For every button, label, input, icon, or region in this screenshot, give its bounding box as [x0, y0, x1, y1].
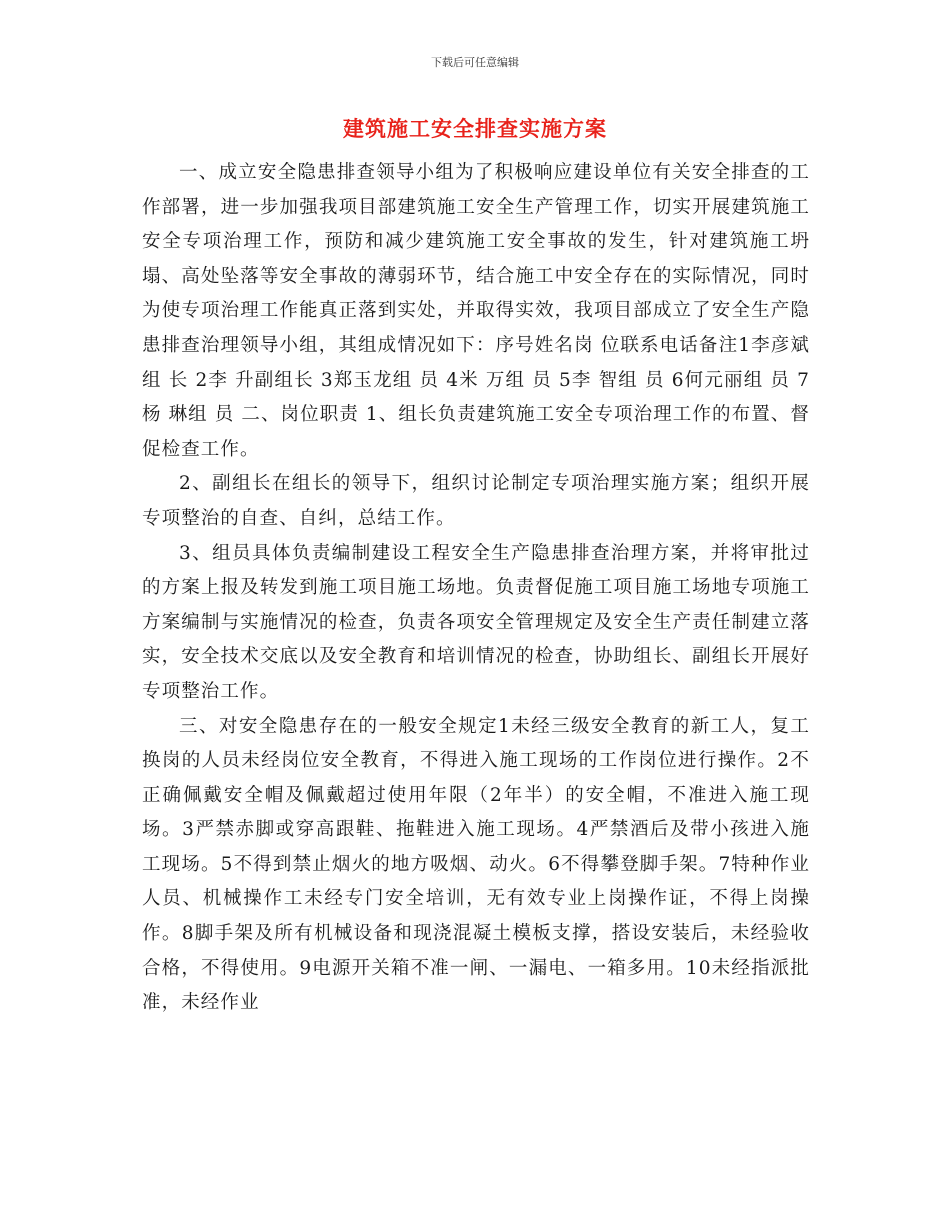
document-title: 建筑施工安全排查实施方案: [343, 117, 607, 141]
paragraph-2: 2、副组长在组长的领导下，组织讨论制定专项治理实施方案；组织开展专项整治的自查、自纠，总结工作。: [142, 473, 810, 529]
document-body: [142, 156, 810, 1021]
header-note: 下载后可任意编辑: [431, 56, 519, 69]
paragraph-1: 一、成立安全隐患排查领导小组为了积极响应建设单位有关安全排查的工作部署，进一步加强我项目部建筑施工安全生产管理工作，切实开展建筑施工安全专项治理工作，预防和减少建筑施工安全事故的发生，针对建筑施工坍塌、高处坠落等安全事故的薄弱环节，结合施工中安全存在的实际情况，同时为使专项治理工作能真正落到实处，并取得实效，我项目部成立了安全生产隐患排查治理领导小组，其组成情况如下：序号姓名岗 位联系电话备注1李彦斌组 长 2李 升副组长 3郑玉龙组 员 4米 万组 员 5李 智组 员 6何元丽组 员 7杨 琳组 员 二、岗位职责 1、组长负责建筑施工安全专项治理工作的布置、督促检查工作。: [142, 162, 810, 460]
paragraph-4: 三、对安全隐患存在的一般安全规定1未经三级安全教育的新工人，复工换岗的人员未经岗位安全教育，不得进入施工现场的工作岗位进行操作。2不正确佩戴安全帽及佩戴超过使用年限（2年半）的安全帽，不准进入施工现场。3严禁赤脚或穿高跟鞋、拖鞋进入施工现场。4严禁酒后及带小孩进入施工现场。5不得到禁止烟火的地方吸烟、动火。6不得攀登脚手架。7特种作业人员、机械操作工未经专门安全培训，无有效专业上岗操作证，不得上岗操作。8脚手架及所有机械设备和现浇混凝土模板支撑，搭设安装后，未经验收合格，不得使用。9电源开关箱不准一闸、一漏电、一箱多用。10未经指派批准，未经作业: [142, 715, 810, 1014]
paragraph-3: 3、组员具体负责编制建设工程安全生产隐患排查治理方案，并将审批过的方案上报及转发到施工项目施工场地。负责督促施工项目施工场地专项施工方案编制与实施情况的检查，负责各项安全管理规定及安全生产责任制建立落实，安全技术交底以及安全教育和培训情况的检查，协助组长、副组长开展好专项整治工作。: [142, 542, 810, 702]
